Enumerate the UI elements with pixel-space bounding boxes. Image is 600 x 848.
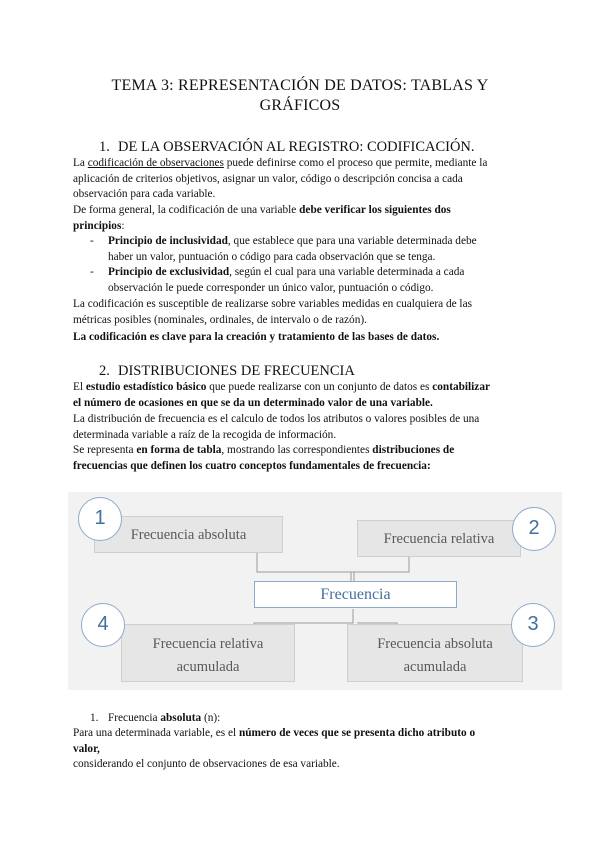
- bullet-inclusividad: [90, 234, 528, 265]
- s1-paragraph-3: [73, 297, 525, 328]
- def-line-2: [73, 742, 525, 758]
- page-title: [60, 76, 540, 116]
- bold-text: Principio de inclusividad: [108, 235, 228, 247]
- bold-text: principios: [73, 219, 122, 232]
- box-frecuencia-relativa: [357, 520, 521, 557]
- box-label-line-1: Frecuencia relativa: [152, 636, 264, 652]
- box-frecuencia-relativa-acumulada: [121, 624, 295, 682]
- bullet-2-line-2: observación le puede corresponder un único valor, puntuación o código.: [108, 281, 434, 294]
- bullet-dash: -: [90, 235, 94, 247]
- box-label: Frecuencia absoluta: [130, 527, 247, 543]
- text: puede definirse como el proceso que permite, mediante la: [223, 157, 488, 169]
- bold-text: estudio estadístico básico: [85, 381, 207, 393]
- number-circle-2: [512, 507, 556, 551]
- s2-p2-line-2: determinada variable a raíz de la recogida de información.: [73, 428, 337, 441]
- number-circle-1: [78, 497, 122, 541]
- text: Frecuencia: [108, 712, 161, 724]
- box-label-line-2: acumulada: [176, 659, 240, 675]
- title-line-1: TEMA 3: REPRESENTACIÓN DE DATOS: TABLAS Y: [111, 77, 489, 94]
- bold-text: debe verificar los siguientes dos: [299, 204, 451, 216]
- s2-paragraph-3: [73, 443, 525, 474]
- s1-p3-line-1: La codificación es susceptible de realizarse sobre variables medidas en cualquiera de las: [73, 298, 472, 310]
- s2-p3-line-1: [73, 443, 525, 459]
- text: El: [73, 381, 86, 393]
- section-2-title: DISTRIBUCIONES DE FRECUENCIA: [118, 363, 355, 379]
- def-line-3: considerando el conjunto de observaciones de esa variable.: [73, 758, 340, 771]
- text: , que establece que para una variable determinada debe: [227, 235, 477, 247]
- circle-number: 4: [97, 613, 109, 635]
- connector-line: [257, 552, 354, 583]
- bold-text: frecuencias que definen los cuatro conceptos fundamentales de frecuencia:: [73, 459, 431, 472]
- bullet-1-line-2: haber un valor, puntuación o código para cada observación que se tenga.: [108, 250, 436, 263]
- bold-text: distribuciones de: [372, 444, 455, 456]
- s1-p4-bold: La codificación es clave para la creación y tratamiento de las bases de datos.: [73, 331, 440, 343]
- list-number: 1.: [90, 712, 99, 724]
- box-frecuencia-absoluta: [94, 516, 283, 553]
- def-line-1: [73, 726, 525, 742]
- s1-paragraph-1: [73, 156, 525, 203]
- text: De forma general, la codificación de una variable: [73, 204, 300, 216]
- codificacion-term: codificación de observaciones: [87, 157, 224, 169]
- circle-number: 2: [528, 517, 540, 539]
- s1-p2-line-1: [73, 203, 525, 219]
- bold-text: número de veces que se presenta dicho atributo o: [238, 727, 476, 739]
- number-circle-3: [511, 603, 555, 647]
- s1-p1-line-2: aplicación de criterios objetivos, asignar un valor, código o descripción concisa a cada: [73, 172, 463, 185]
- text: , mostrando las correspondientes: [221, 444, 373, 456]
- box-label-line-2: acumulada: [403, 659, 467, 675]
- section-1-heading: [99, 138, 475, 156]
- text: (n):: [201, 712, 221, 724]
- s1-p3-line-2: métricas posibles (nominales, ordinales, de intervalo o de razón).: [73, 313, 367, 326]
- section-1-title: DE LA OBSERVACIÓN AL REGISTRO: CODIFICACIÓN.: [118, 139, 475, 155]
- circle-number: 3: [527, 613, 539, 635]
- bold-text: el número de ocasiones en que se da un determinado valor de una variable.: [73, 396, 433, 409]
- bullet-2-line-1: [108, 265, 528, 281]
- box-frecuencia-absoluta-acumulada: [347, 624, 523, 682]
- s1-p1-line-3: observación para cada variable.: [73, 188, 216, 201]
- box-label-line-1: Frecuencia absoluta: [377, 636, 493, 652]
- text: Se representa: [73, 444, 137, 456]
- section-2-number: 2.: [99, 363, 110, 379]
- bold-text: valor,: [73, 742, 100, 755]
- s2-p1-line-1: [73, 380, 525, 396]
- box-label: Frecuencia relativa: [383, 531, 495, 547]
- s1-p2-line-2: [73, 219, 525, 235]
- section-1-number: 1.: [99, 139, 110, 155]
- s1-p1-line-1: [73, 156, 525, 172]
- s2-p3-line-2: [73, 459, 525, 475]
- text: :: [121, 219, 125, 232]
- bold-text: contabilizar: [432, 381, 490, 393]
- bullet-dash: -: [90, 266, 94, 278]
- section-2-heading: [99, 362, 355, 380]
- text: que puede realizarse con un conjunto de datos es: [206, 381, 433, 393]
- frequency-diagram: [68, 492, 562, 690]
- list-item-frecuencia-absoluta: [90, 711, 528, 727]
- bullet-1-line-1: [108, 234, 528, 250]
- center-label: Frecuencia: [320, 586, 391, 603]
- text: Para una determinada variable, es el: [73, 727, 239, 739]
- s2-p2-line-1: La distribución de frecuencia es el calculo de todos los atributos o valores posibles de una: [73, 413, 480, 425]
- bold-text: absoluta: [160, 712, 202, 724]
- text: La: [73, 157, 88, 169]
- bold-text: Principio de exclusividad: [108, 266, 230, 278]
- center-box-frecuencia: [254, 581, 457, 608]
- definition-paragraph: [73, 726, 525, 773]
- title-line-2: GRÁFICOS: [259, 97, 341, 114]
- bold-text: en forma de tabla: [136, 444, 222, 456]
- s2-p1-line-2: [73, 396, 525, 412]
- bullet-exclusividad: [90, 265, 528, 296]
- s2-paragraph-1: [73, 380, 525, 411]
- s1-paragraph-4: [73, 330, 525, 346]
- s2-paragraph-2: [73, 412, 525, 443]
- circle-number: 1: [94, 507, 106, 529]
- number-circle-4: [81, 603, 125, 647]
- text: , según el cual para una variable determinada a cada: [229, 266, 465, 278]
- s1-paragraph-2: [73, 203, 525, 234]
